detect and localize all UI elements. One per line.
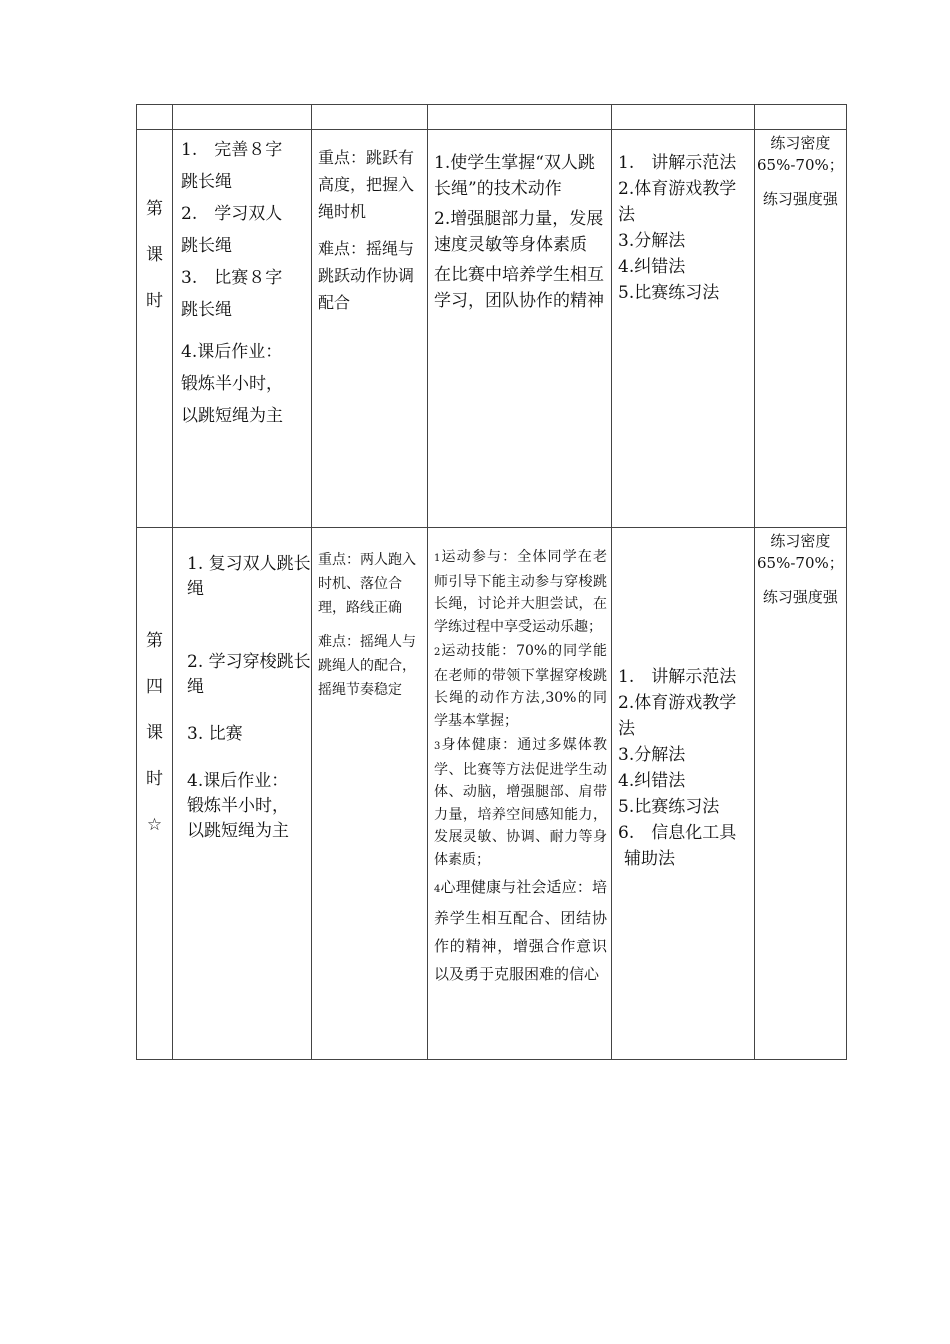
key-points-cell [312,528,428,1060]
method: 1. 讲解示范法 [618,153,737,173]
lesson-row [137,130,847,528]
method: 4.纠错法 [618,771,686,791]
lesson-label-cell [137,130,173,528]
goals-cell [428,130,612,528]
homework-line: 锻炼半小时， [181,374,283,394]
goal: 2.增强腿部力量，发展速度灵敏等身体素质 [434,209,604,255]
lesson-label-char: 时 [146,769,163,789]
method: 5.比赛练习法 [618,283,720,303]
intensity-cell [755,130,847,528]
content-item: 跳长绳 [181,172,232,192]
goal: 3身体健康：通过多媒体教学、比赛等方法促进学生动体、动脑，增强腿部、肩带力量，培养空间感知能力，发展灵敏、协调、耐力等身体素质； [434,737,607,868]
content-item: 跳长绳 [181,236,232,256]
content-cell [173,130,312,528]
content-item: 2. 学习双人 [181,204,283,224]
method: 6. 信息化工具 [618,823,737,843]
content-item: 1. 复习双人跳长绳 [187,554,311,599]
method: 3.分解法 [618,745,686,765]
difficulty: 难点：摇绳人与跳绳人的配合，摇绳节奏稳定 [318,634,416,698]
empty-cell [173,105,312,130]
content-cell [173,528,312,1060]
content-item: 3. 比赛８字 [181,268,283,288]
content-item: 跳长绳 [181,300,232,320]
content-item: 1. 完善８字 [181,140,283,160]
homework-line: 锻炼半小时， [187,796,289,816]
homework-line: 4.课后作业： [187,771,289,791]
goal: 2运动技能：70%的同学能在老师的带领下掌握穿梭跳长绳的动作方法,30%的同学基本掌握； [434,643,607,729]
content-item: 3. 比赛 [187,724,243,744]
method: 5.比赛练习法 [618,797,720,817]
goal: 1运动参与：全体同学在老师引导下能主动参与穿梭跳长绳，讨论并大胆尝试，在学练过程中享受运动乐趣； [434,549,607,635]
goal: 在比赛中培养学生相互学习，团队协作的精神 [434,265,604,311]
method: 辅助法 [624,849,675,869]
lesson-row [137,528,847,1060]
method: 3.分解法 [618,231,686,251]
empty-cell [137,105,173,130]
practice-intensity: 练习强度强 [762,588,838,606]
methods-cell [612,130,755,528]
lesson-label-char: 第 [146,631,163,651]
method: 2.体育游戏教学法 [618,179,737,225]
lesson-label-char: 课 [146,723,163,743]
empty-cell [428,105,612,130]
homework-line: 4.课后作业： [181,342,283,362]
lesson-label-char: 第 [146,199,163,219]
method: 2.体育游戏教学法 [618,693,737,739]
empty-cell [755,105,847,130]
lesson-plan-table [136,104,847,1060]
lesson-label-char: 时 [146,291,163,311]
method: 4.纠错法 [618,257,686,277]
goal: 4心理健康与社会适应：培养学生相互配合、团结协作的精神，增强合作意识以及勇于克服困难的信心 [434,878,607,983]
goal: 1.使学生掌握“双人跳长绳”的技术动作 [434,153,595,199]
key-point: 重点：跳跃有高度，把握入绳时机 [318,148,415,221]
difficulty: 难点：摇绳与跳跃动作协调配合 [318,239,415,312]
lesson-label-char: 四 [146,677,163,697]
practice-density: 练习密度65%-70%； [757,532,844,572]
homework-line: 以跳短绳为主 [187,821,289,841]
key-point: 重点：两人跑入时机、落位合理，路线正确 [318,552,416,616]
lesson-label-cell [137,528,173,1060]
practice-intensity: 练习强度强 [762,190,838,208]
practice-density: 练习密度65%-70%； [757,134,844,174]
content-item: 2. 学习穿梭跳长绳 [187,652,311,697]
methods-cell [612,528,755,1060]
intensity-cell [755,528,847,1060]
star-icon: ☆ [146,815,163,835]
empty-cell [312,105,428,130]
header-row [137,105,847,130]
homework-line: 以跳短绳为主 [181,406,283,426]
goals-cell [428,528,612,1060]
empty-cell [612,105,755,130]
lesson-label-char: 课 [146,245,163,265]
key-points-cell [312,130,428,528]
method: 1. 讲解示范法 [618,667,737,687]
